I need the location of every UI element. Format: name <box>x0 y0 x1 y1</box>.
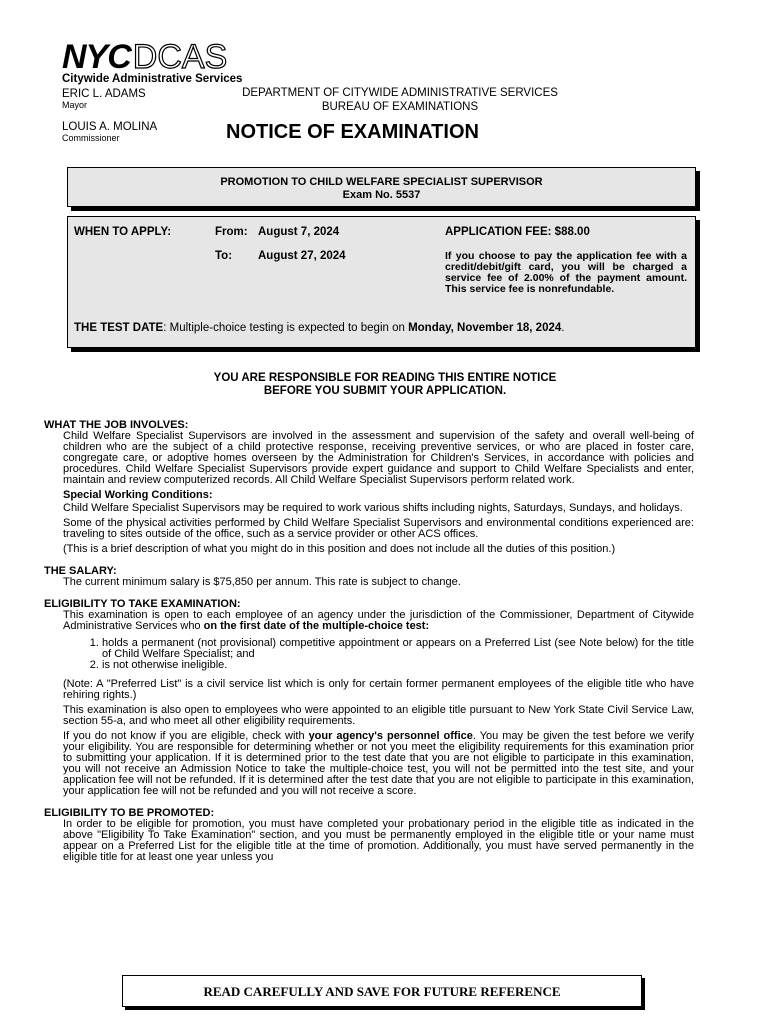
logo-nyc: NYC <box>62 38 131 76</box>
job-paragraph-2: Child Welfare Specialist Supervisors may be required to work various shifts including nights, Saturdays, Sundays, and holidays. <box>63 502 683 514</box>
eligibility-check-text-b: . You may be given the test before we verify your eligibility. You are responsible for determining whether or not you meet the eligibility requirements for this examination prior to submitting your application. If it is determined prior to the test date that you are not eligible to participate in this examination, you will not receive an Admission Notice to take the multiple-choice test, you will not be permitted into the test site, and your application fee will not be refunded. If it is determined after the test date that you are not eligible to participate in this examination, your application fee will not be refunded and you will not receive a score. <box>63 730 694 797</box>
notice-body <box>44 420 694 874</box>
job-paragraph-1: Child Welfare Specialist Supervisors are involved in the assessment and supervision of the safety and overall well-being of children who are the subject of a child protective response, receiving preventive services, or who are placed in foster care, congregate care, or adoptive homes overseen by the Administration for Children's Services, in accordance with policies and procedures. Child Welfare Specialist Supervisors provide expert guidance and support to Child Welfare Specialists and enter, maintain and review computerized records. All Child Welfare Specialist Supervisors perform related work. <box>63 430 694 486</box>
department-heading <box>200 86 600 114</box>
test-date <box>74 322 564 334</box>
job-heading: WHAT THE JOB INVOLVES: <box>44 419 189 431</box>
responsibility-line2: BEFORE YOU SUBMIT YOUR APPLICATION. <box>263 385 507 397</box>
eligibility-section <box>44 599 694 797</box>
salary-section <box>44 566 694 588</box>
list-item: 1. holds a permanent (not provisional) competitive appointment or appears on a Preferred List (see Note below) for the title of Child Welfare Specialist; and <box>102 638 694 660</box>
mayor-role: Mayor <box>62 100 88 110</box>
responsibility-line1: YOU ARE RESPONSIBLE FOR READING THIS ENTIRE NOTICE <box>213 372 557 384</box>
preferred-list-note: (Note: A "Preferred List" is a civil service list which is only for certain former permanent employees of the eligible title who have rehiring rights.) <box>63 678 694 701</box>
responsibility-notice <box>0 372 770 398</box>
commissioner-block <box>62 121 157 143</box>
application-fee: APPLICATION FEE: $88.00 <box>445 226 590 238</box>
promotion-text: In order to be eligible for promotion, you must have completed your probationary period in the eligible title as indicated in the above "Eligibility To Take Examination" section, and you must be permanently employed in the eligible title or your name must appear on a Preferred List for the eligible title at the time of promotion. Additionally, you must have served permanently in the eligible title for at least one year unless you <box>63 818 694 863</box>
special-conditions-heading: Special Working Conditions: <box>63 489 213 501</box>
eligibility-check <box>63 731 694 797</box>
salary-text: The current minimum salary is $75,850 per annum. This rate is subject to change. <box>63 576 461 588</box>
promotion-section <box>44 808 694 863</box>
job-section <box>44 420 694 555</box>
page-title: NOTICE OF EXAMINATION <box>226 121 479 143</box>
application-info-box <box>67 216 696 348</box>
fee-note: If you choose to pay the application fee with a credit/debit/gift card, you will be charged a service fee of 2.00% of the payment amount. This service fee is nonrefundable. <box>445 250 687 295</box>
mayor-name: ERIC L. ADAMS <box>62 88 146 100</box>
from-label: From: <box>215 226 248 238</box>
to-label: To: <box>215 250 233 262</box>
test-date-end: . <box>561 322 565 334</box>
exam-title-box <box>67 167 696 207</box>
commissioner-role: Commissioner <box>62 133 120 143</box>
eligibility-check-bold: your agency's personnel office <box>308 730 473 742</box>
from-date: August 7, 2024 <box>258 226 340 238</box>
dept-line1: DEPARTMENT OF CITYWIDE ADMINISTRATIVE SERVICES <box>242 87 558 99</box>
test-date-label: THE TEST DATE <box>74 322 164 334</box>
eligibility-check-text-a: If you do not know if you are eligible, check with <box>63 730 309 742</box>
list-item: 2. is not otherwise ineligible. <box>102 660 694 671</box>
job-paragraph-3: Some of the physical activities performed by Child Welfare Specialist Supervisors and environmental conditions experienced are: traveling to sites outside of the office, such as a service provider or other ACS offices. <box>63 517 694 540</box>
exam-number: Exam No. 5537 <box>342 189 421 201</box>
test-date-text: : Multiple-choice testing is expected to begin on <box>163 322 409 334</box>
logo-subtitle: Citywide Administrative Services <box>62 73 243 85</box>
logo-dcas: DCAS <box>132 38 228 76</box>
commissioner-name: LOUIS A. MOLINA <box>62 121 158 133</box>
test-date-value: Monday, November 18, 2024 <box>408 322 562 334</box>
exam-name: PROMOTION TO CHILD WELFARE SPECIALIST SUPERVISOR <box>220 176 543 188</box>
job-paragraph-4: (This is a brief description of what you might do in this position and does not include all the duties of this position.) <box>63 543 616 555</box>
salary-heading: THE SALARY: <box>44 565 117 577</box>
eligibility-also: This examination is also open to employees who were appointed to an eligible title pursuant to New York State Civil Service Law, section 55-a, and who meet all other eligibility requirements. <box>63 704 694 727</box>
when-to-apply-label: WHEN TO APPLY: <box>74 226 172 238</box>
to-date: August 27, 2024 <box>258 250 346 262</box>
eligibility-list <box>44 638 694 671</box>
nyc-dcas-logo <box>62 38 242 85</box>
eligibility-intro-text: This examination is open to each employee of an agency under the jurisdiction of the Commissioner, Department of Citywide Administrative Services who <box>63 609 694 632</box>
eligibility-heading: ELIGIBILITY TO TAKE EXAMINATION: <box>44 598 241 610</box>
mayor-block <box>62 88 146 110</box>
promotion-heading: ELIGIBILITY TO BE PROMOTED: <box>44 807 215 819</box>
footer-banner: READ CAREFULLY AND SAVE FOR FUTURE REFERENCE <box>122 975 642 1007</box>
dept-line2: BUREAU OF EXAMINATIONS <box>321 101 479 113</box>
eligibility-intro <box>63 610 694 632</box>
eligibility-intro-bold: on the first date of the multiple-choice test: <box>203 620 430 632</box>
